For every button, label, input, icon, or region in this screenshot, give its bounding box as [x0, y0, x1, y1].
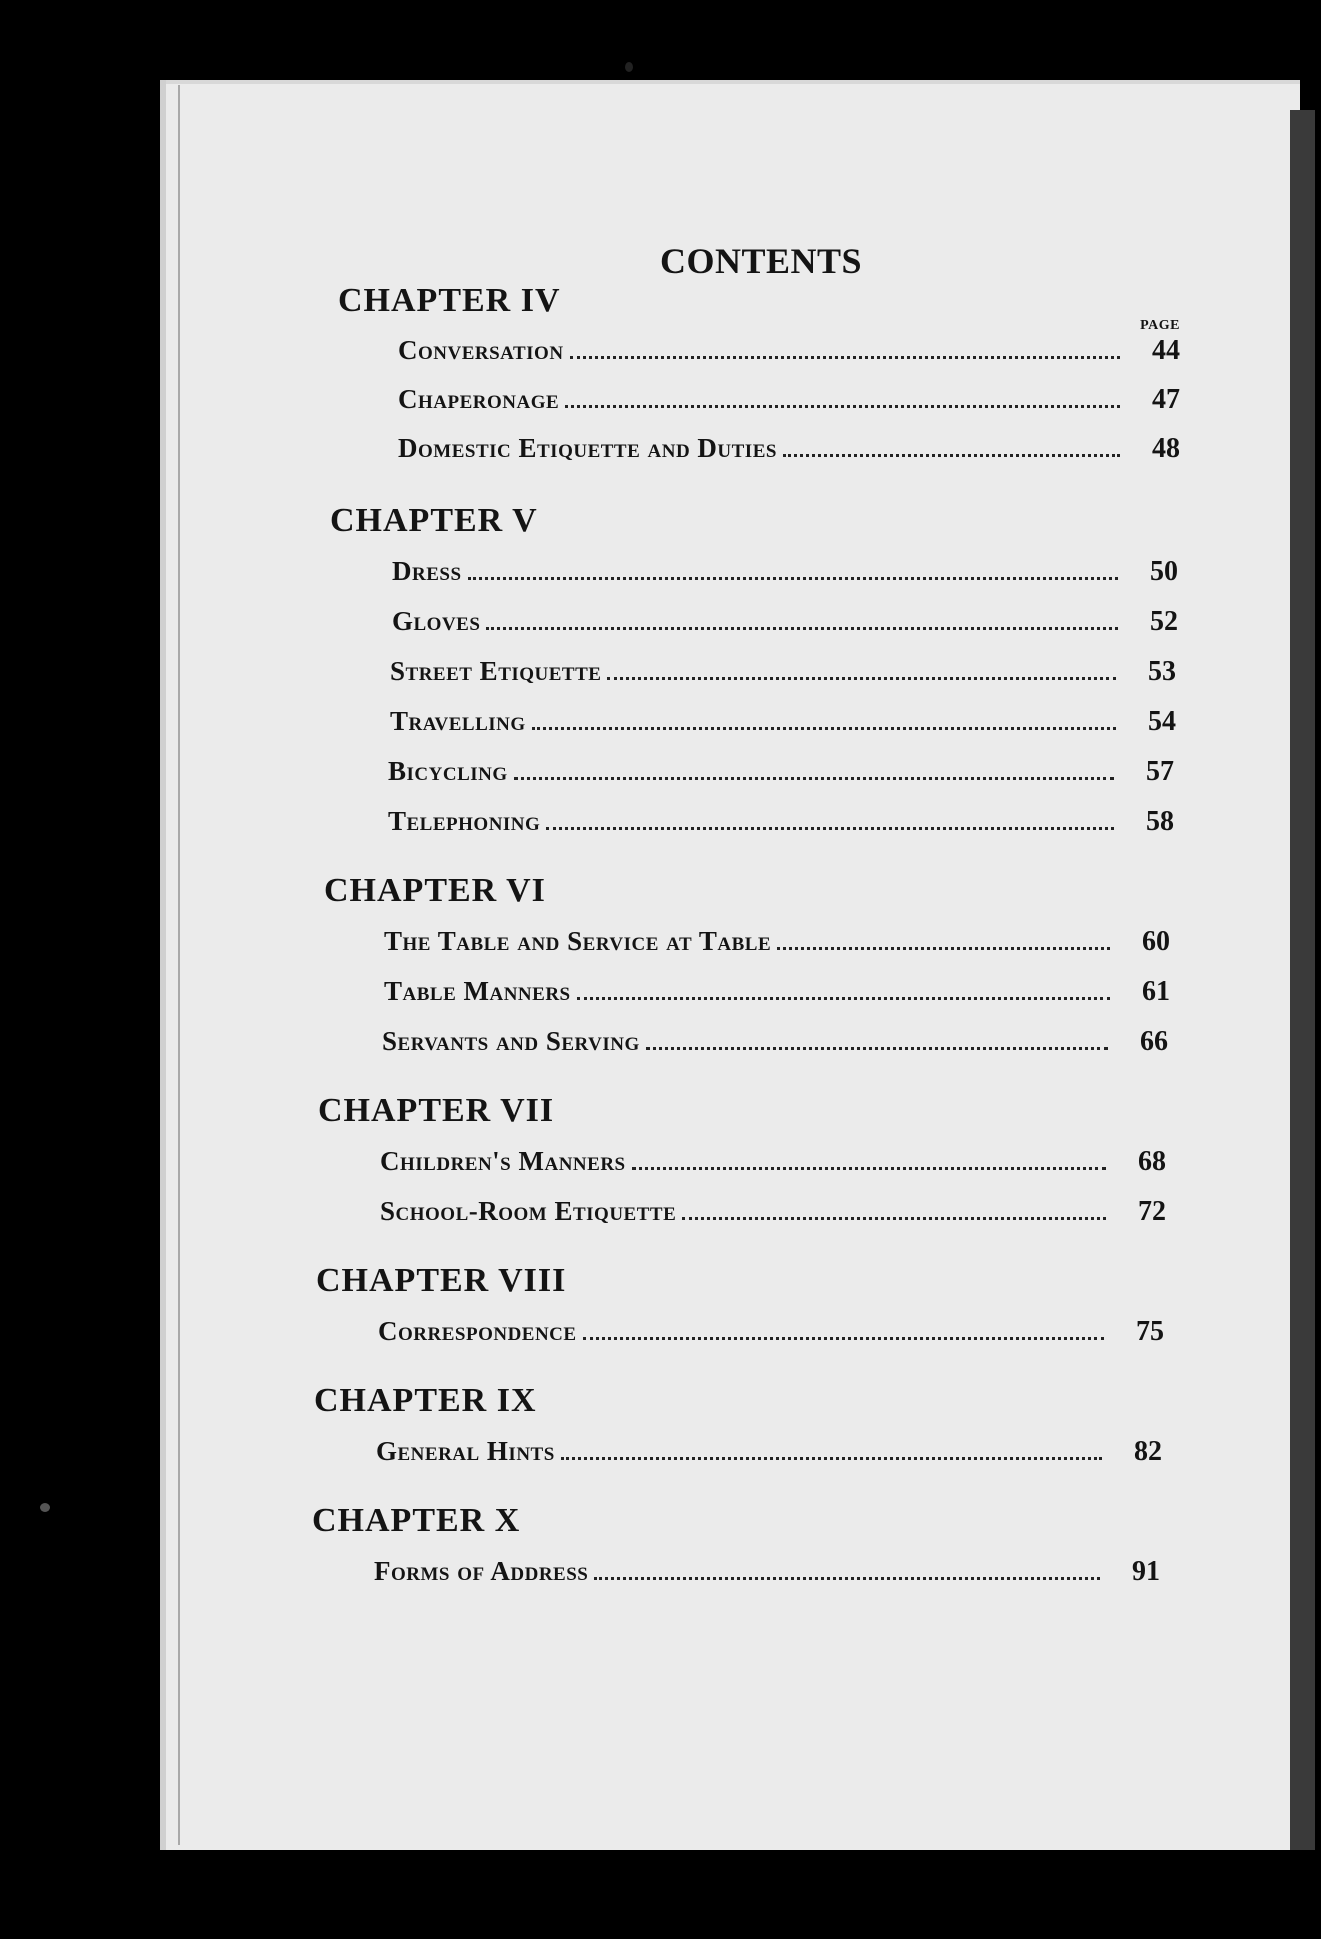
chapter-heading: CHAPTER VIII: [316, 1262, 567, 1299]
entry-page: 91: [1132, 1556, 1160, 1587]
toc-entry: [384, 926, 1170, 958]
dot-leader: [514, 777, 1114, 780]
toc-entry: [398, 384, 1180, 416]
page-column-label: PAGE: [1140, 318, 1180, 333]
entry-page: 72: [1138, 1196, 1166, 1227]
entry-title: Servants and Serving: [382, 1026, 640, 1056]
dot-leader: [546, 827, 1114, 830]
entry-title: Correspondence: [378, 1316, 577, 1346]
page-fold-line: [178, 85, 180, 1845]
entry-title: Travelling: [390, 706, 526, 736]
entry-title: Gloves: [392, 606, 481, 636]
entry-title: Table Manners: [384, 976, 571, 1006]
dot-leader: [561, 1457, 1102, 1460]
dot-leader: [607, 677, 1116, 680]
toc-entry: [392, 556, 1178, 588]
entry-page: 57: [1146, 756, 1174, 787]
dot-leader: [783, 454, 1120, 457]
chapter-heading: CHAPTER V: [330, 502, 538, 539]
entry-page: 44: [1152, 335, 1180, 366]
entry-title: General Hints: [376, 1436, 555, 1466]
toc-entry: [380, 1196, 1166, 1228]
toc-entry: [390, 706, 1176, 738]
toc-entry: [392, 606, 1178, 638]
entry-page: 47: [1152, 384, 1180, 415]
entry-page: 82: [1134, 1436, 1162, 1467]
toc-entry: [374, 1556, 1160, 1588]
chapter-heading: CHAPTER IX: [314, 1382, 537, 1419]
entry-page: 58: [1146, 806, 1174, 837]
entry-title: Chaperonage: [398, 384, 560, 414]
chapter-heading: CHAPTER IV: [338, 282, 561, 319]
dot-leader: [583, 1337, 1104, 1340]
entry-page: 52: [1150, 606, 1178, 637]
entry-title: Street Etiquette: [390, 656, 602, 686]
chapter-heading: CHAPTER X: [312, 1502, 521, 1539]
toc-entry: [384, 976, 1170, 1008]
entry-title: Conversation: [398, 335, 564, 365]
contents-heading: CONTENTS: [660, 241, 863, 281]
dot-leader: [777, 947, 1110, 950]
dot-leader: [632, 1167, 1106, 1170]
entry-page: 66: [1140, 1026, 1168, 1057]
dot-leader: [570, 356, 1120, 359]
dot-leader: [565, 405, 1120, 408]
entry-page: 48: [1152, 433, 1180, 464]
scan-speck: [625, 62, 633, 72]
toc-entry: [376, 1436, 1162, 1468]
entry-title: Children's Manners: [380, 1146, 626, 1176]
dot-leader: [682, 1217, 1106, 1220]
entry-page: 54: [1148, 706, 1176, 737]
toc-entry: [398, 433, 1180, 465]
chapter-heading: CHAPTER VII: [318, 1092, 555, 1129]
entry-title: School-Room Etiquette: [380, 1196, 677, 1226]
entry-page: 68: [1138, 1146, 1166, 1177]
entry-title: Forms of Address: [374, 1556, 589, 1586]
entry-title: Bicycling: [388, 756, 508, 786]
toc-entry: [388, 806, 1174, 838]
dot-leader: [646, 1047, 1108, 1050]
scan-speck: [40, 1503, 50, 1512]
toc-entry: [388, 756, 1174, 788]
toc-entry: [380, 1146, 1166, 1178]
toc-entry: [398, 335, 1180, 367]
page-edge-shadow: [1290, 110, 1315, 1850]
dot-leader: [532, 727, 1116, 730]
entry-title: The Table and Service at Table: [384, 926, 772, 956]
entry-title: Domestic Etiquette and Duties: [398, 433, 777, 463]
entry-page: 75: [1136, 1316, 1164, 1347]
dot-leader: [594, 1577, 1100, 1580]
entry-page: 61: [1142, 976, 1170, 1007]
toc-entry: [390, 656, 1176, 688]
entry-title: Telephoning: [388, 806, 541, 836]
dot-leader: [577, 997, 1110, 1000]
dot-leader: [486, 627, 1118, 630]
toc-entry: [382, 1026, 1168, 1058]
entry-title: Dress: [392, 556, 462, 586]
chapter-heading: CHAPTER VI: [324, 872, 546, 909]
toc-entry: [378, 1316, 1164, 1348]
entry-page: 60: [1142, 926, 1170, 957]
entry-page: 50: [1150, 556, 1178, 587]
dot-leader: [468, 577, 1118, 580]
entry-page: 53: [1148, 656, 1176, 687]
